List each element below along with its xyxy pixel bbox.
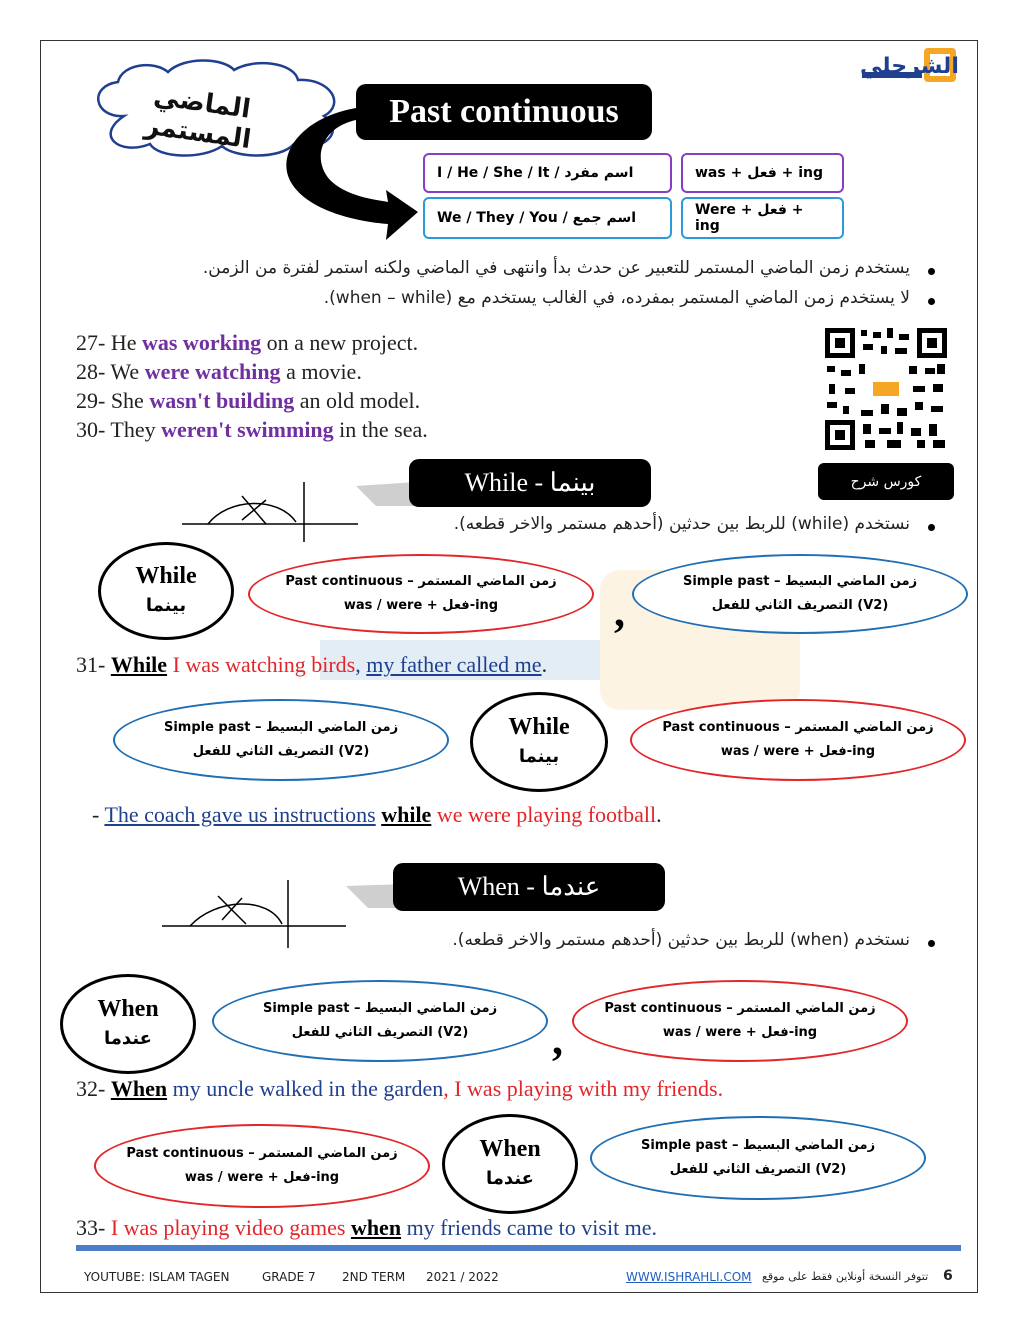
- timeline-diagram-icon: [178, 478, 368, 548]
- example-28: 28- We were watching a movie.: [76, 359, 362, 384]
- past-continuous-oval: Past continuous – زمن الماضي المستمر was / were + فعل-ing: [94, 1124, 430, 1208]
- when-keyword-oval: [60, 974, 196, 1074]
- page-number: 6: [943, 1268, 953, 1284]
- page-title: Past continuous: [356, 84, 652, 140]
- example-32: 32- When my uncle walked in the garden, I was playing with my friends.: [76, 1076, 724, 1101]
- comma: ,: [552, 1015, 563, 1064]
- bullet-icon: [928, 298, 935, 305]
- example-31: 31- While I was watching birds, my father called me.: [76, 652, 548, 677]
- timeline-diagram-icon: [160, 876, 350, 952]
- qr-caption: كورس شرح: [818, 463, 954, 500]
- cloud-label: الماضي المستمر: [142, 81, 253, 156]
- singular-subject-box: I / He / She / It / اسم مفرد: [423, 153, 672, 193]
- bullet-icon: [928, 268, 935, 275]
- qr-code-icon[interactable]: [825, 328, 947, 450]
- while-keyword-oval: [98, 542, 234, 640]
- footer-youtube: YOUTUBE: ISLAM TAGEN: [84, 1270, 230, 1284]
- footer-grade: GRADE 7: [262, 1270, 316, 1284]
- example-27: 27- He was working on a new project.: [76, 330, 419, 355]
- while-keyword: While: [135, 563, 197, 589]
- logo: [860, 46, 960, 96]
- past-continuous-oval: Past continuous – زمن الماضي المستمر was / were + فعل-ing: [630, 699, 966, 781]
- example-30: 30- They weren't swimming in the sea.: [76, 417, 428, 442]
- footer-year: 2021 / 2022: [426, 1270, 499, 1284]
- footer-term: 2ND TERM: [342, 1270, 406, 1284]
- singular-form-box: was + فعل + ing: [681, 153, 844, 193]
- while-rule: نستخدم (while) للربط بين حدثين (أحدهم مستمر والاخر قطعه).: [453, 514, 910, 534]
- simple-past-oval: Simple past – زمن الماضي البسيط التصريف الثاني للفعل (V2): [113, 699, 449, 781]
- rule-1: يستخدم زمن الماضي المستمر للتعبير عن حدث بدأ وانتهى في الماضي ولكنه استمر لفترة من الزمن.: [202, 258, 910, 278]
- simple-past-oval: Simple past – زمن الماضي البسيط التصريف الثاني للفعل (V2): [590, 1116, 926, 1200]
- rule-2: لا يستخدم زمن الماضي المستمر بمفرده، في الغالب يستخدم مع (when – while).: [323, 288, 910, 308]
- gray-pointer-icon: [356, 482, 416, 506]
- simple-past-oval: Simple past – زمن الماضي البسيط التصريف الثاني للفعل (V2): [632, 554, 968, 634]
- footer-website-note: تتوفر النسخة أونلاين فقط على موقع: [762, 1270, 929, 1283]
- example-29: 29- She wasn't building an old model.: [76, 388, 421, 413]
- example-33: 33- I was playing video games when my friends came to visit me.: [76, 1215, 658, 1240]
- plural-form-box: Were + فعل + ing: [681, 197, 844, 239]
- while-keyword-ar: بينما: [145, 595, 187, 616]
- bullet-icon: [928, 940, 935, 947]
- footer-divider: [76, 1245, 961, 1251]
- simple-past-oval: Simple past – زمن الماضي البسيط التصريف الثاني للفعل (V2): [212, 980, 548, 1062]
- past-continuous-oval: Past continuous – زمن الماضي المستمر was / were + فعل-ing: [248, 554, 594, 634]
- when-keyword-ar: عندما: [104, 1028, 152, 1049]
- while-keyword-oval: While بينما: [470, 692, 608, 792]
- when-keyword: When: [97, 996, 159, 1022]
- when-rule: نستخدم (when) للربط بين حدثين (أحدهم مستمر والاخر قطعه).: [452, 930, 910, 950]
- footer-website-link[interactable]: WWW.ISHRAHLI.COM: [626, 1270, 752, 1284]
- while-title: While - بينما: [409, 459, 651, 507]
- example-coach: - The coach gave us instructions while we were playing football.: [92, 802, 662, 827]
- plural-subject-box: We / They / You / اسم جمع: [423, 197, 672, 239]
- when-title: When - عندما: [393, 863, 665, 911]
- bullet-icon: [928, 524, 935, 531]
- logo-text: الشرحلي: [860, 54, 959, 79]
- past-continuous-oval: Past continuous – زمن الماضي المستمر was / were + فعل-ing: [572, 980, 908, 1062]
- when-keyword-oval: When عندما: [442, 1114, 578, 1214]
- comma: ,: [614, 587, 625, 636]
